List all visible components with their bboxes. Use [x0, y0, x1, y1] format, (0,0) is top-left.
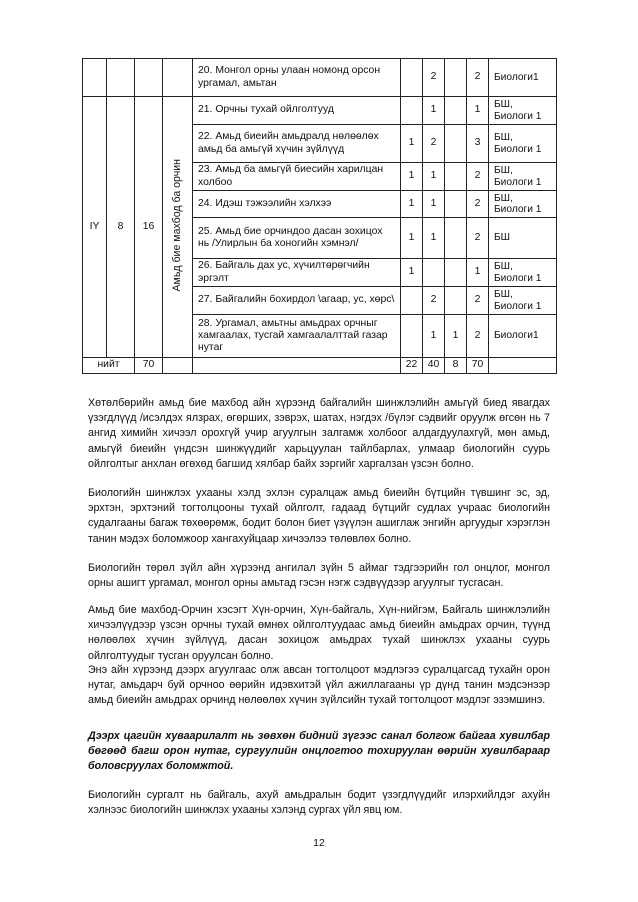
resource-line-1: БШ,	[494, 192, 513, 204]
unit-cell	[163, 97, 193, 358]
topic-cell: 22. Амьд биеийн амьдралд нөлөөлөх амьд ба амьгүй хүчин зүйлүүд	[193, 125, 401, 163]
topic-cell: 23. Амьд ба амьгүй биесийн харилцан холбоо	[193, 163, 401, 191]
total-label: нийт	[83, 358, 135, 374]
topic-cell: 21. Орчны тухай ойлголтууд	[193, 97, 401, 125]
count-cell	[445, 287, 467, 315]
total-cell: 2	[467, 287, 489, 315]
total-sum: 70	[467, 358, 489, 374]
total-cell: 2	[467, 163, 489, 191]
table-row-20	[83, 59, 557, 97]
count-cell: 1	[401, 191, 423, 218]
count-cell	[401, 59, 423, 97]
paragraph-4-block	[88, 603, 550, 664]
count-cell	[445, 259, 467, 287]
paragraph-5-block	[88, 663, 550, 709]
total-cell: 1	[467, 97, 489, 125]
resource-line-2: Биологи 1	[494, 300, 542, 312]
resource-cell	[489, 97, 557, 125]
count-cell	[401, 287, 423, 315]
count-cell	[423, 259, 445, 287]
total-c3: 8	[445, 358, 467, 374]
topic-cell: 25. Амьд бие орчиндоо дасан зохицох нь /Улирлын ба хоногийн хэмнэл/	[193, 218, 401, 259]
count-cell	[445, 218, 467, 259]
count-cell	[445, 59, 467, 97]
paragraph: Энэ айн хүрээнд дээрх агуулгаас олж авсан тогтолцоот мэдлэгээ суралцагсад тухайн орон нутаг, амьдарч буй орчноо өөрийн идэвхитэй үйл ажиллагааны үр дүнд танин мэдсэнээр амьд биеийн амьдрах орчинд нөлөөлөх хүчин зүйлсийн тухай тогтолцоот мэдлэг эзэмшинэ.	[88, 664, 550, 707]
paragraph-3-block	[88, 561, 550, 591]
resource-cell	[489, 287, 557, 315]
resource-line-2: Биологи 1	[494, 143, 542, 155]
count-cell: 16	[135, 97, 163, 358]
total-cell: 2	[467, 218, 489, 259]
count-cell	[401, 97, 423, 125]
resource-cell	[489, 163, 557, 191]
resource-line-1: БШ,	[494, 165, 513, 177]
resource-cell	[489, 191, 557, 218]
count-cell: 2	[423, 59, 445, 97]
resource-line-2: Биологи 1	[494, 272, 542, 284]
total-cell: 2	[467, 191, 489, 218]
unit-label: Амьд бие махбод ба орчин	[171, 158, 184, 292]
curriculum-table	[82, 58, 557, 374]
count-cell: 1	[445, 315, 467, 358]
resource-cell	[489, 125, 557, 163]
total-c2: 40	[423, 358, 445, 374]
resource-line-2: Биологи 1	[494, 204, 542, 215]
table-total-row	[83, 358, 557, 374]
topic-cell: 26. Байгаль дах ус, хүчилтөрөгчийн эргэлт	[193, 259, 401, 287]
count-cell: 1	[423, 163, 445, 191]
total-c1: 22	[401, 358, 423, 374]
hours-cell: 8	[107, 97, 135, 358]
paragraph: Амьд бие махбод-Орчин хэсэгт Хүн-орчин, Хүн-байгаль, Хүн-нийгэм, Байгаль шинжлэлийн хичээлүүдээр үзсэн орчны тухай өмнөх ойлголтуудаас амьд биеийн амьдрах орчин, түүнд нөлөөлөх хүчин зүйлүүд, дасан зохицож амьдрах тухай шинжлэх ухааны суурь ойлголтуудыг тусган оруулсан болно.	[88, 604, 550, 662]
count-cell	[445, 97, 467, 125]
resource-line-1: БШ,	[494, 132, 513, 144]
paragraph: Биологийн сургалт нь байгаль, ахуй амьдралын бодит үзэгдлүүдийг илэрхийлдэг ахуйн хэлнээс биологийн шинжлэх ухааны хэлэнд сургах үйл явц юм.	[88, 789, 550, 817]
count-cell	[401, 315, 423, 358]
count-cell: 1	[401, 125, 423, 163]
topic-cell: 27. Байгалийн бохирдол \агаар, ус, хөрс\	[193, 287, 401, 315]
count-cell: 1	[423, 218, 445, 259]
count-cell: 2	[423, 125, 445, 163]
resource-cell	[489, 259, 557, 287]
total-cell: 2	[467, 315, 489, 358]
paragraph: Хөтөлбөрийн амьд бие махбод айн хүрээнд байгалийн шинжлэлийн амьгүй биед явагдах үзэгдлүүд /исэлдэх ялзрах, өгөрших, зэврэх, шатах, нэгдэх /бүлэг сэдвийг оруулж өгсөн нь 7 ангид химийн хичээл орохгүй учир агуулгын залгамж холбоог алдагдуулахгүй, мөн амьд, амьгүй биеийн үндсэн шинжүүдийг харьцуулан тайлбарлах, улмаар биологийн суурь ойлголтыг анхлан өгөхөд багшид хялбар байх зэргийг харгалзан үзсэн болно.	[88, 397, 550, 470]
count-cell: 1	[401, 218, 423, 259]
count-cell: 1	[423, 315, 445, 358]
emphasis-paragraph: Дээрх цагийн хуваарилалт нь зөвхөн бидний зүгээс санал болгож байгаа хувилбар бөгөөд багш орон нутаг, сургуулийн онцлогтоо тохируулан өөрийн хувилбараар боловсруулах боломжтой.	[88, 730, 550, 773]
table-row	[83, 97, 557, 125]
count-cell: 2	[423, 287, 445, 315]
total-cell: 2	[467, 59, 489, 97]
resource-cell: Биологи1	[489, 315, 557, 358]
count-cell	[445, 163, 467, 191]
resource-line-1: БШ,	[494, 99, 513, 111]
topic-cell: 20. Монгол орны улаан номонд орсон ургамал, амьтан	[193, 59, 401, 97]
paragraph-6-block	[88, 729, 550, 775]
resource-line-1: БШ,	[494, 261, 513, 273]
resource-line-1: БШ,	[494, 289, 513, 301]
total-cell: 3	[467, 125, 489, 163]
page-number: 12	[313, 837, 325, 849]
paragraph-7-block	[88, 788, 550, 818]
resource-line-2: Биологи 1	[494, 176, 542, 188]
count-cell: 1	[401, 259, 423, 287]
topic-cell: 28. Ургамал, амьтны амьдрах орчныг хамгаалах, тусгай хамгаалалттай газар нутаг	[193, 315, 401, 358]
topic-cell: 24. Идэш тэжээлийн хэлхээ	[193, 191, 401, 218]
grade-cell: IY	[83, 97, 107, 358]
count-cell: 1	[423, 97, 445, 125]
paragraph-2-block	[88, 486, 550, 547]
count-cell: 1	[401, 163, 423, 191]
paragraph: Биологийн шинжлэх ухааны хэлд эхлэн суралцаж амьд биеийн бүтцийн түвшинг эс, эд, эрхтэн, эрхтэний тогтолцооны тухай ойлголт, гадаад бүтцийг судлах учраас биологийн судалгааны багаж төхөөрөмж, бодит болон биет үзүүлэн ашиглаж энгийн аргуудыг хэрэглэн танин мэдэх боломжоор хангахуйцаар хичээлээ төлөвлөх болно.	[88, 487, 550, 545]
resource-cell: БШ	[489, 218, 557, 259]
count-cell: 1	[423, 191, 445, 218]
paragraph: Биологийн төрөл зүйл айн хүрээнд ангилал зүйн 5 аймаг тэдгээрийн гол онцлог, монгол орны ашигт ургамал, монгол орны амьтад гэсэн нэгж сэдвүүдээр агуулгыг тусгасан.	[88, 562, 550, 590]
paragraph-1-block	[88, 396, 550, 472]
total-cell: 1	[467, 259, 489, 287]
count-cell	[445, 125, 467, 163]
total-count: 70	[135, 358, 163, 374]
resource-line-2: Биологи 1	[494, 110, 542, 122]
count-cell	[445, 191, 467, 218]
resource-cell: Биологи1	[489, 59, 557, 97]
